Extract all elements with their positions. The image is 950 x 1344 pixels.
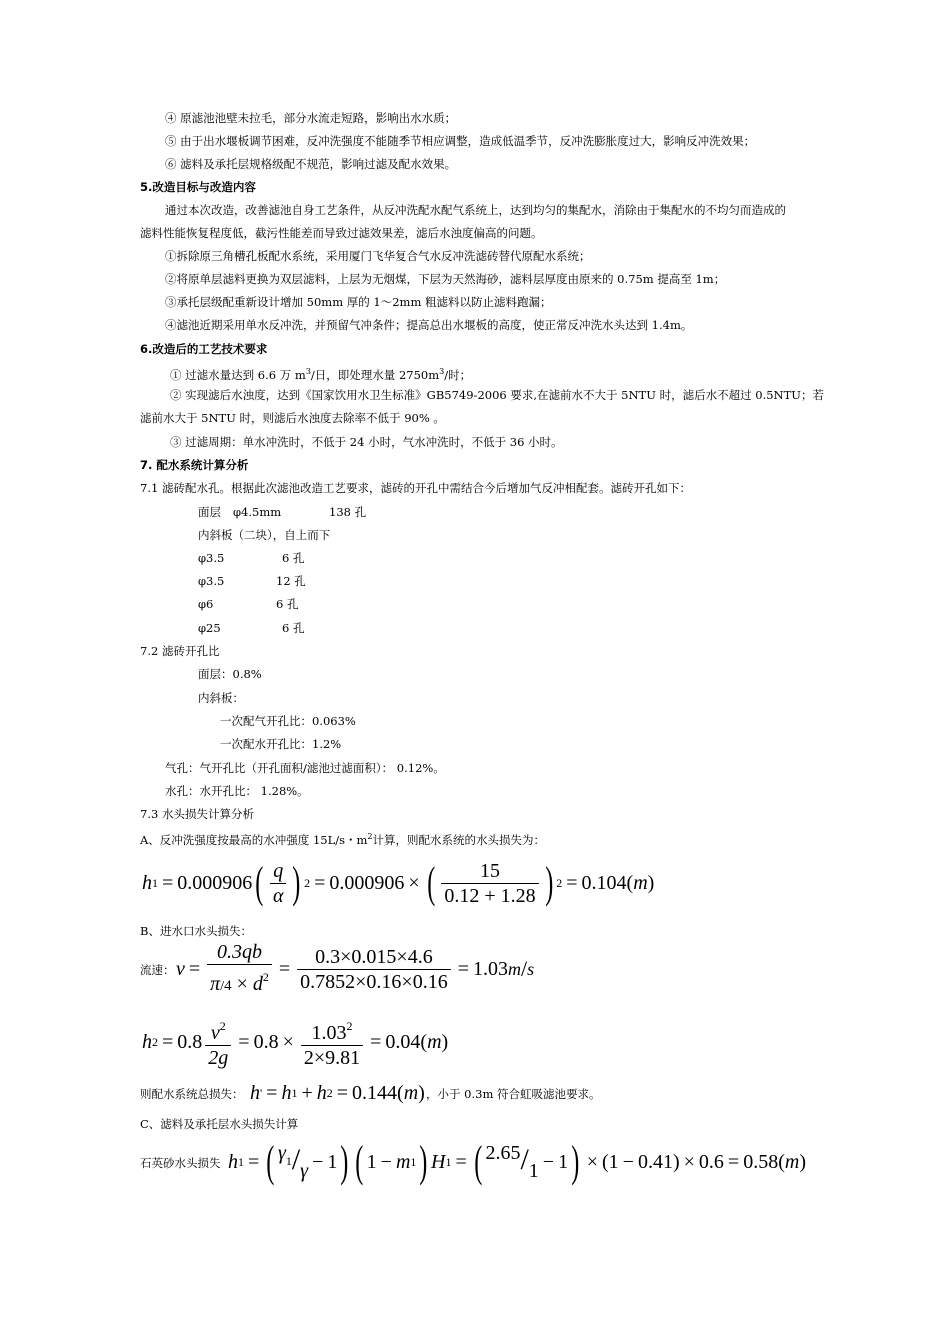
paren: ) [419, 1137, 428, 1186]
list-item: ④滤池近期采用单水反冲洗，并预留气冲条件；提高总出水堰板的高度，使正常反冲洗水头达到 1.4m。 [165, 318, 693, 332]
item-5: ⑤ 由于出水堰板调节困难，反冲洗强度不能随季节相应调整，造成低温季节，反冲洗膨胀度过大，影响反冲洗效果； [165, 134, 756, 148]
paragraph-line: C、滤料及承托层水头损失计算 [140, 1117, 299, 1131]
fraction [205, 1014, 231, 1070]
result: 0.04 [385, 1030, 421, 1053]
list-item: ② 实现滤后水浊度，达到《国家饮用水卫生标准》GB5749-2006 要求,在滤前水不大于 5NTU 时，滤后水不超过 0.5NTU；若 [170, 388, 824, 402]
denominator: 2g [205, 1045, 231, 1070]
hole-count: 138 孔 [329, 505, 367, 519]
section-5-heading: 5.改造目标与改造内容 [140, 180, 256, 194]
paragraph-line [140, 829, 545, 848]
operator: × [282, 1030, 294, 1053]
operator: + [484, 884, 496, 907]
subscript: 2 [326, 1085, 333, 1100]
denominator: 0.7852×0.16×0.16 [297, 969, 451, 994]
numerator [308, 1014, 355, 1045]
unit: m [427, 1030, 442, 1053]
hole-diameter: φ3.5 [198, 574, 225, 588]
paragraph-line: 滤前水大于 5NTU 时，则滤后水浊度去除率不低于 90% 。 [140, 411, 445, 425]
subscript: 1 [410, 1154, 417, 1169]
symbol: h [228, 1150, 238, 1173]
section-7-heading: 7. 配水系统计算分析 [140, 458, 249, 472]
text: 计算，则配水系统的水头损失为： [372, 833, 546, 847]
paren: ( [355, 1137, 364, 1186]
paragraph-line: 滤料性能恢复程度低，截污性能差而导致过滤效果差，滤后水浊度偏高的问题。 [140, 226, 543, 240]
ratio-line: 水孔：水开孔比： 1.28%。 [165, 784, 309, 798]
subscript: 1 [445, 1154, 452, 1169]
operator: = [566, 871, 578, 894]
fraction [301, 1014, 363, 1070]
exponent: 2 [262, 969, 269, 984]
number: 4 [224, 977, 232, 994]
paren: ) [340, 1137, 349, 1186]
unit: s [527, 958, 535, 979]
superscript: 2 [367, 832, 373, 841]
paren: ) [292, 858, 301, 907]
denominator: α [270, 883, 287, 908]
hole-diameter: φ3.5 [198, 551, 225, 565]
ratio-line: 面层：0.8% [198, 667, 262, 681]
equation-h2 [142, 1014, 448, 1070]
paren: ) [672, 1150, 680, 1173]
subscript: 1 [238, 1154, 244, 1169]
operator: + [301, 1081, 313, 1104]
denominator [441, 883, 538, 908]
operator: = [238, 1030, 250, 1053]
total-loss-label: 则配水系统总损失： [140, 1087, 244, 1101]
operator: = [162, 1030, 174, 1053]
operator: = [455, 1150, 467, 1173]
symbol: H [431, 1150, 446, 1173]
equation-total [250, 1078, 425, 1108]
paren: ( [778, 1150, 785, 1173]
operator: × [408, 871, 420, 894]
hole-diameter: φ4.5mm [233, 505, 282, 519]
hole-row [198, 504, 367, 520]
equation-sand-loss: h 1 = ( $\gamma^1/\gamma$ − 1 ) ( 1 − m 1 ) H 1 = ( 2.65/1 − 1 ) × ( 1 − 0.41 ) × 0.6 = 0.58 ( m ) [228, 1137, 806, 1186]
symbol: h [142, 1030, 152, 1053]
ratio: 2.65/1 [485, 1141, 539, 1182]
total-loss-note: ，小于 0.3m 符合虹吸滤池要求。 [426, 1087, 601, 1101]
subsection-7-2: 7.2 滤砖开孔比 [140, 644, 220, 658]
ratio-line: 气孔：气开孔比（开孔面积/滤池过滤面积）： 0.12%。 [165, 761, 445, 775]
superscript: 3 [305, 367, 311, 376]
prime: ' [260, 1085, 263, 1100]
result: 0.144 [352, 1081, 398, 1104]
fraction [441, 859, 538, 908]
text: /日，即处理水量 2750m [310, 368, 440, 382]
number: 0.8 [253, 1030, 279, 1053]
ratio-line: 内斜板： [198, 691, 244, 705]
paren: ( [266, 1137, 275, 1186]
symbol: γ [277, 1141, 286, 1164]
operator: × [236, 972, 248, 995]
paren: ) [418, 1081, 425, 1104]
list-item: ①拆除原三角槽孔板配水系统，采用厦门飞华复合气水反冲洗滤砖替代原配水系统； [165, 249, 591, 263]
symbol: h [250, 1081, 260, 1104]
subscript: 1 [285, 1153, 292, 1168]
hole-diameter: φ25 [198, 621, 221, 635]
hole-row [198, 550, 305, 566]
superscript: 3 [439, 367, 445, 376]
result: 0.104 [581, 871, 627, 894]
operator: × [586, 1150, 598, 1173]
sand-loss-label: 石英砂水头损失 [140, 1156, 221, 1170]
hole-diameter: φ6 [198, 597, 214, 611]
symbol: v [210, 1022, 220, 1044]
list-item: ③承托层级配重新设计增加 50mm 厚的 1～2mm 粗滤料以防止滤料跑漏； [165, 295, 552, 309]
list-item: ②将原单层滤料更换为双层滤料，上层为无烟煤，下层为天然海砂，滤料层厚度由原来的 0.75m 提高至 1m； [165, 272, 726, 286]
operator: = [266, 1081, 278, 1104]
numerator: 0.3×0.015×4.6 [315, 945, 433, 968]
paren: ( [626, 871, 634, 894]
number: 1 [558, 1150, 569, 1173]
fraction [270, 859, 287, 908]
denominator: 2×9.81 [301, 1045, 363, 1070]
list-item [170, 364, 471, 383]
hole-row [198, 573, 306, 589]
section-6-heading: 6.改造后的工艺技术要求 [140, 342, 268, 356]
paren: ( [474, 1137, 483, 1186]
unit: m [633, 871, 648, 894]
number: 0.000906 [177, 871, 253, 894]
paragraph-line: 通过本次改造，改善滤池自身工艺条件，从反冲洗配水配气系统上，达到均匀的集配水，消除由于集配水的不均匀而造成的 [165, 203, 786, 217]
symbol: π [210, 972, 221, 995]
number: 1 [608, 1150, 619, 1173]
text: ① 过滤水量达到 6.6 万 m [170, 368, 306, 382]
fraction [207, 940, 272, 999]
number: 1 [327, 1150, 338, 1173]
numerator: 15 [479, 859, 500, 882]
hole-label: 面层 [198, 505, 221, 519]
hole-row: 内斜板（二块），自上而下 [198, 528, 331, 542]
subscript: 2 [152, 1034, 158, 1049]
operator: = [248, 1150, 260, 1173]
paren: ) [571, 1137, 580, 1186]
operator: = [457, 957, 469, 980]
symbol: m [395, 1150, 411, 1173]
exponent: 2 [346, 1019, 353, 1033]
number: 0.41 [637, 1150, 673, 1173]
number: 0.000906 [329, 871, 405, 894]
subsection-7-3: 7.3 水头损失计算分析 [140, 807, 254, 821]
operator: = [336, 1081, 349, 1104]
ratio-line: 一次配水开孔比：1.2% [220, 737, 342, 751]
hole-count: 6 孔 [282, 551, 305, 565]
operator: = [314, 871, 326, 894]
paren: ) [647, 871, 655, 894]
hole-count: 12 孔 [276, 574, 306, 588]
paragraph-line: B、进水口水头损失： [140, 924, 252, 938]
operator: = [278, 957, 291, 980]
symbol: h [281, 1081, 292, 1104]
subscript: 1 [152, 875, 158, 890]
symbol: h [142, 871, 152, 894]
paren: ( [602, 1150, 609, 1173]
number: 2.65 [485, 1141, 521, 1164]
denominator: $\pi/4 \times d^2$ [207, 964, 272, 999]
number: 0.6 [698, 1150, 724, 1173]
result: 0.58 [743, 1150, 779, 1173]
fraction [297, 945, 451, 994]
number: 0.12 [444, 884, 480, 907]
unit: m [508, 958, 521, 979]
list-item: ③ 过滤周期：单水冲洗时，不低于 24 小时，气水冲洗时，不低于 36 小时。 [170, 435, 563, 449]
text: A、反冲洗强度按最高的水冲强度 15L/s・m [140, 833, 368, 847]
numerator [208, 1014, 229, 1045]
paren: ) [441, 1030, 449, 1053]
operator: = [727, 1150, 740, 1173]
unit: m [403, 1081, 419, 1104]
exponent: 2 [219, 1019, 226, 1033]
number: 1.28 [500, 884, 536, 907]
symbol: v [176, 957, 185, 980]
ratio: $\gamma^1/\gamma$ [277, 1141, 309, 1182]
symbol: γ [300, 1159, 309, 1182]
paren: ( [397, 1081, 404, 1104]
subscript: 1 [291, 1085, 298, 1100]
paren: ) [799, 1150, 806, 1173]
numerator: 0.3qb [217, 940, 263, 963]
hole-row [198, 596, 299, 612]
equation-velocity: v = $\frac{0.3qb}{\pi/4 \times d^2}$ = $\frac{0.3\times 0.015\times 4.6}{0.7852\times 0.16\times 0.16}$ = 1.03 m / s [176, 941, 534, 997]
paren: ( [255, 858, 264, 907]
exponent: 2 [556, 875, 563, 890]
symbol: h [316, 1081, 327, 1104]
number: 1.03 [311, 1022, 347, 1044]
number: 1 [366, 1150, 377, 1173]
text: /时； [444, 368, 472, 382]
item-4: ④ 原滤池池壁未拉毛，部分水流走短路，影响出水水质； [165, 111, 457, 125]
symbol: d [252, 972, 263, 995]
operator: = [370, 1030, 382, 1053]
subsection-7-1: 7.1 滤砖配水孔。根据此次滤池改造工艺要求，滤砖的开孔中需结合今后增加气反冲相配套。滤砖开孔如下： [140, 481, 691, 495]
number: 1 [528, 1159, 539, 1182]
hole-count: 6 孔 [282, 621, 305, 635]
item-6: ⑥ 滤料及承托层规格级配不规范，影响过滤及配水效果。 [165, 157, 457, 171]
operator: = [188, 957, 201, 980]
number: 0.8 [177, 1030, 203, 1053]
hole-row [198, 620, 305, 636]
result: 1.03 [473, 957, 508, 980]
operator: × [683, 1150, 695, 1173]
ratio-line: 一次配气开孔比：0.063% [220, 714, 356, 728]
numerator: q [273, 859, 284, 882]
operator: = [162, 871, 174, 894]
paren: ( [420, 1030, 428, 1053]
exponent: 2 [304, 875, 311, 890]
paren: ) [544, 858, 553, 907]
hole-count: 6 孔 [276, 597, 299, 611]
equation-h1 [142, 850, 654, 916]
paren: ( [426, 858, 436, 907]
unit: m [784, 1150, 800, 1173]
velocity-label: 流速： [140, 963, 175, 977]
